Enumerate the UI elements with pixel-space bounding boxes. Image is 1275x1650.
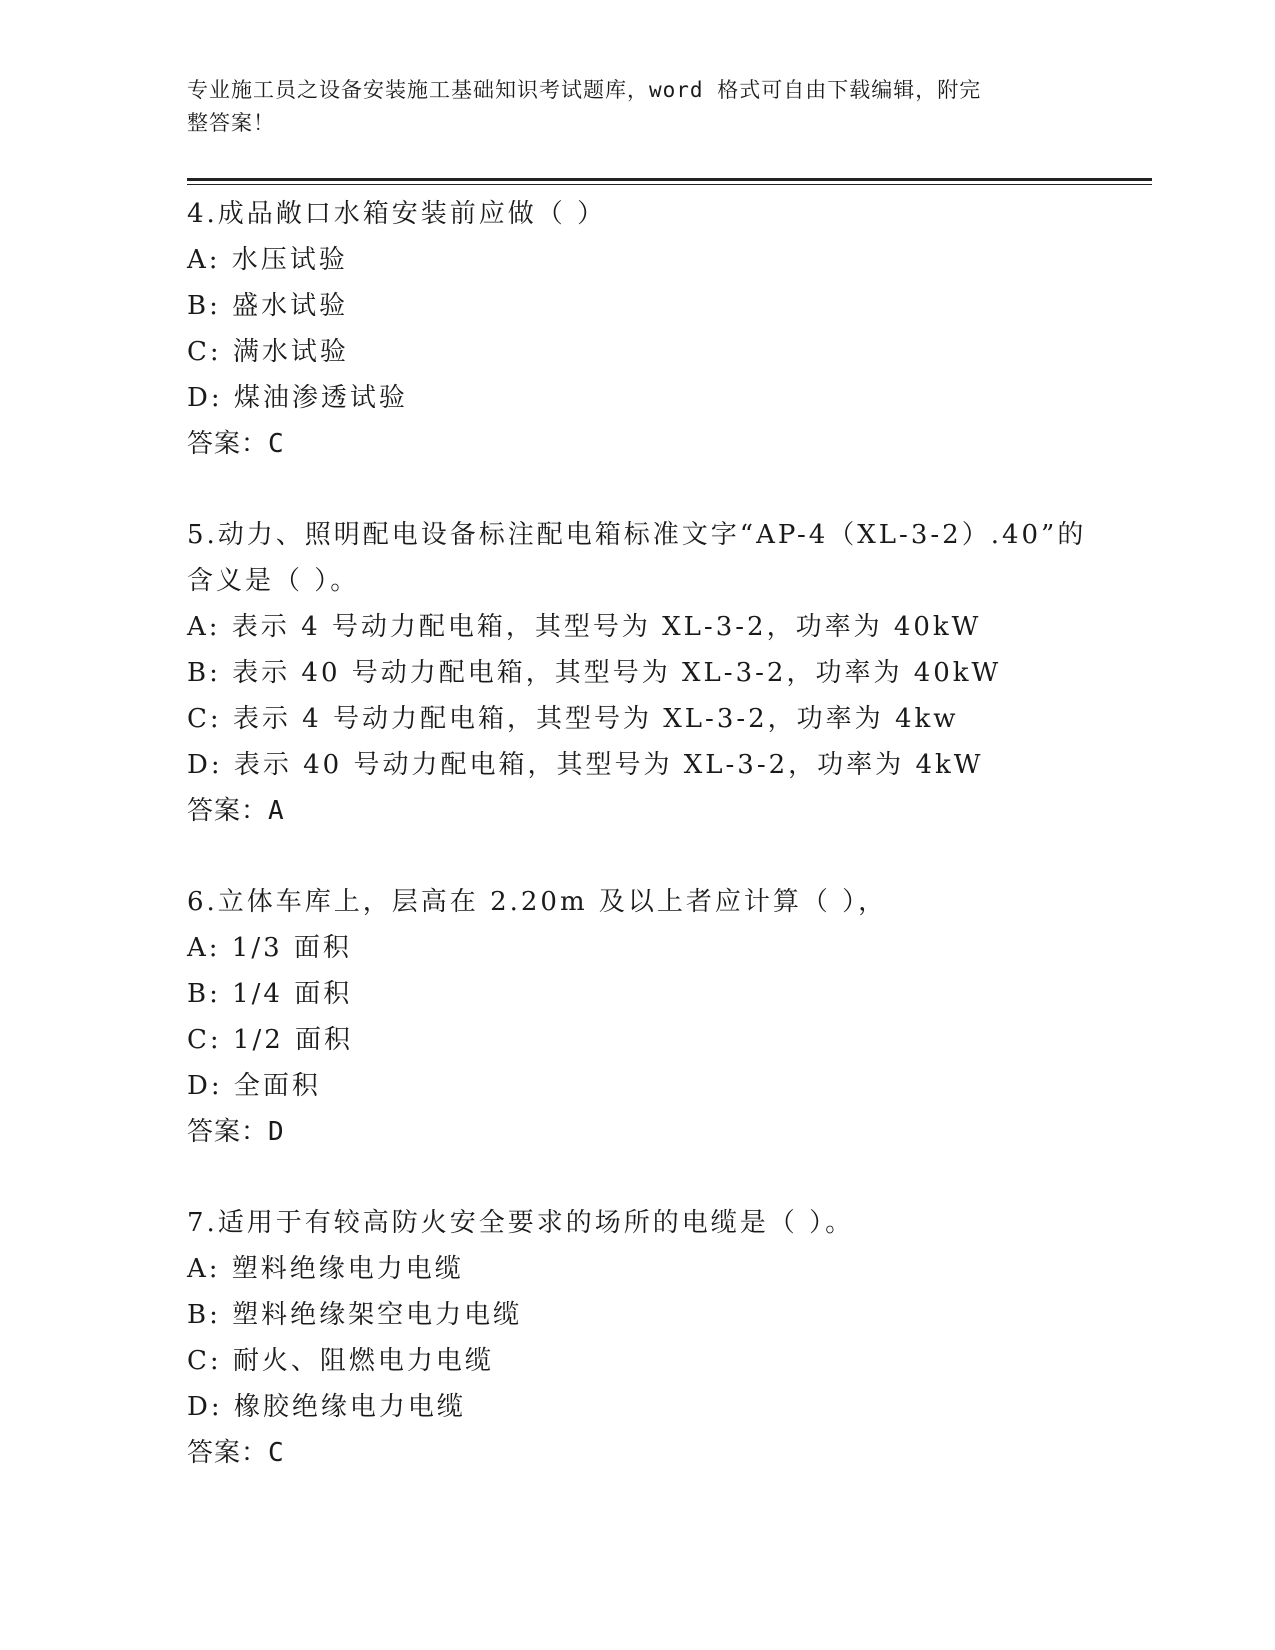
answer-line: 答案：C <box>187 1438 285 1468</box>
option-b: B: 盛水试验 <box>187 291 349 321</box>
option-c: C: 表示 4 号动力配电箱，其型号为 XL-3-2，功率为 4kw <box>187 704 959 734</box>
option-d: D: 表示 40 号动力配电箱，其型号为 XL-3-2，功率为 4kW <box>187 750 984 780</box>
answer-line: 答案：C <box>187 429 285 459</box>
option-a: A: 表示 4 号动力配电箱，其型号为 XL-3-2，功率为 40kW <box>187 612 982 642</box>
header-line-1: 专业施工员之设备安装施工基础知识考试题库，word 格式可自由下载编辑，附完 <box>187 78 982 102</box>
header-divider-thin <box>187 184 1152 185</box>
option-a: A: 塑料绝缘电力电缆 <box>187 1254 464 1284</box>
header-line-2: 整答案！ <box>187 111 275 135</box>
question-6 <box>187 879 1087 1155</box>
option-c: C: 1/2 面积 <box>187 1025 354 1055</box>
option-d: D: 煤油渗透试验 <box>187 383 408 413</box>
question-list <box>187 191 1087 1521</box>
question-stem: 6.立体车库上，层高在 2.20m 及以上者应计算（ ）， <box>187 887 888 917</box>
option-a: A: 水压试验 <box>187 245 348 275</box>
answer-line: 答案：D <box>187 1117 285 1147</box>
option-c: C: 耐火、阻燃电力电缆 <box>187 1346 494 1376</box>
option-b: B: 塑料绝缘架空电力电缆 <box>187 1300 523 1330</box>
document-header <box>187 74 1067 140</box>
question-4 <box>187 191 1087 467</box>
question-7 <box>187 1200 1087 1476</box>
question-stem: 4.成品敞口水箱安装前应做（ ） <box>187 199 607 229</box>
question-stem: 5.动力、照明配电设备标注配电箱标准文字“AP-4（XL-3-2）.40”的含义是（ ）。 <box>187 520 1087 596</box>
option-b: B: 表示 40 号动力配电箱，其型号为 XL-3-2，功率为 40kW <box>187 658 1002 688</box>
question-stem: 7.适用于有较高防火安全要求的场所的电缆是（ ）。 <box>187 1208 855 1238</box>
answer-line: 答案：A <box>187 796 285 826</box>
header-divider-thick <box>187 178 1152 181</box>
option-b: B: 1/4 面积 <box>187 979 353 1009</box>
option-c: C: 满水试验 <box>187 337 349 367</box>
option-d: D: 橡胶绝缘电力电缆 <box>187 1392 466 1422</box>
option-a: A: 1/3 面积 <box>187 933 352 963</box>
question-5 <box>187 512 1087 834</box>
option-d: D: 全面积 <box>187 1071 321 1101</box>
